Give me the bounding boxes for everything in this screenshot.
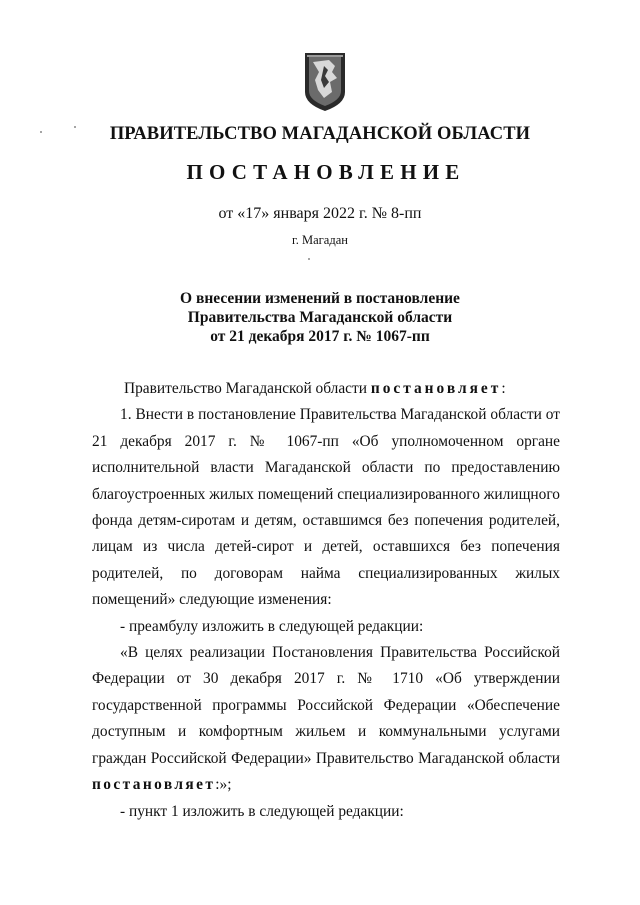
document-city: г. Магадан <box>292 233 348 247</box>
intro-suffix: : <box>501 380 506 397</box>
document-subject-line-3: от 21 декабря 2017 г. № 1067-пп <box>210 328 430 345</box>
quote-suffix: :»; <box>215 776 232 794</box>
quote-paragraph <box>92 640 560 798</box>
intro-paragraph <box>92 376 560 402</box>
item-1-paragraph: 1. Внести в постановление Правительства Магаданской области от 21 декабря 2017 г. № 1067-пп «Об уполномоченном органе исполнительной власти Магаданской области по предоставлению благоустроенных жилых помещений специализированного жилищного фонда детям-сиротам и детям, оставшимся без попечения родителей, лицам из числа детей-сирот и детей, оставшихся без попечения родителей, по договорам найма специализированных жилых помещений» следующие изменения: <box>92 406 560 609</box>
intro-text: Правительство Магаданской области <box>124 380 371 397</box>
document-subject-line-1: О внесении изменений в постановление <box>180 290 460 307</box>
government-name: ПРАВИТЕЛЬСТВО МАГАДАНСКОЙ ОБЛАСТИ <box>109 124 531 144</box>
document-type: ПОСТАНОВЛЕНИЕ <box>186 160 466 184</box>
document-date-number: от «17» января 2022 г. № 8-пп <box>218 205 422 222</box>
coat-of-arms-icon <box>304 52 346 112</box>
intro-resolves-word: постановляет <box>370 380 502 397</box>
preamble-item-paragraph: - преамбулу изложить в следующей редакции: <box>120 617 424 635</box>
quote-text: «В целях реализации Постановления Правительства Российской Федерации от 30 декабря 2017 г. № 1710 «Об утверждении государственной программы Российской Федерации «Обеспечение доступным и комфортным жильем и коммунальными услугами граждан Российской Федерации» Правительство Магаданской области <box>92 644 560 767</box>
document-body <box>92 376 560 825</box>
document-subject-line-2: Правительства Магаданской области <box>187 309 453 326</box>
point-1-item-paragraph: - пункт 1 изложить в следующей редакции: <box>120 802 404 820</box>
scan-speck <box>308 258 310 260</box>
quote-resolves-word: постановляет <box>92 776 216 794</box>
scan-speck <box>74 126 76 128</box>
scan-speck <box>40 131 42 133</box>
